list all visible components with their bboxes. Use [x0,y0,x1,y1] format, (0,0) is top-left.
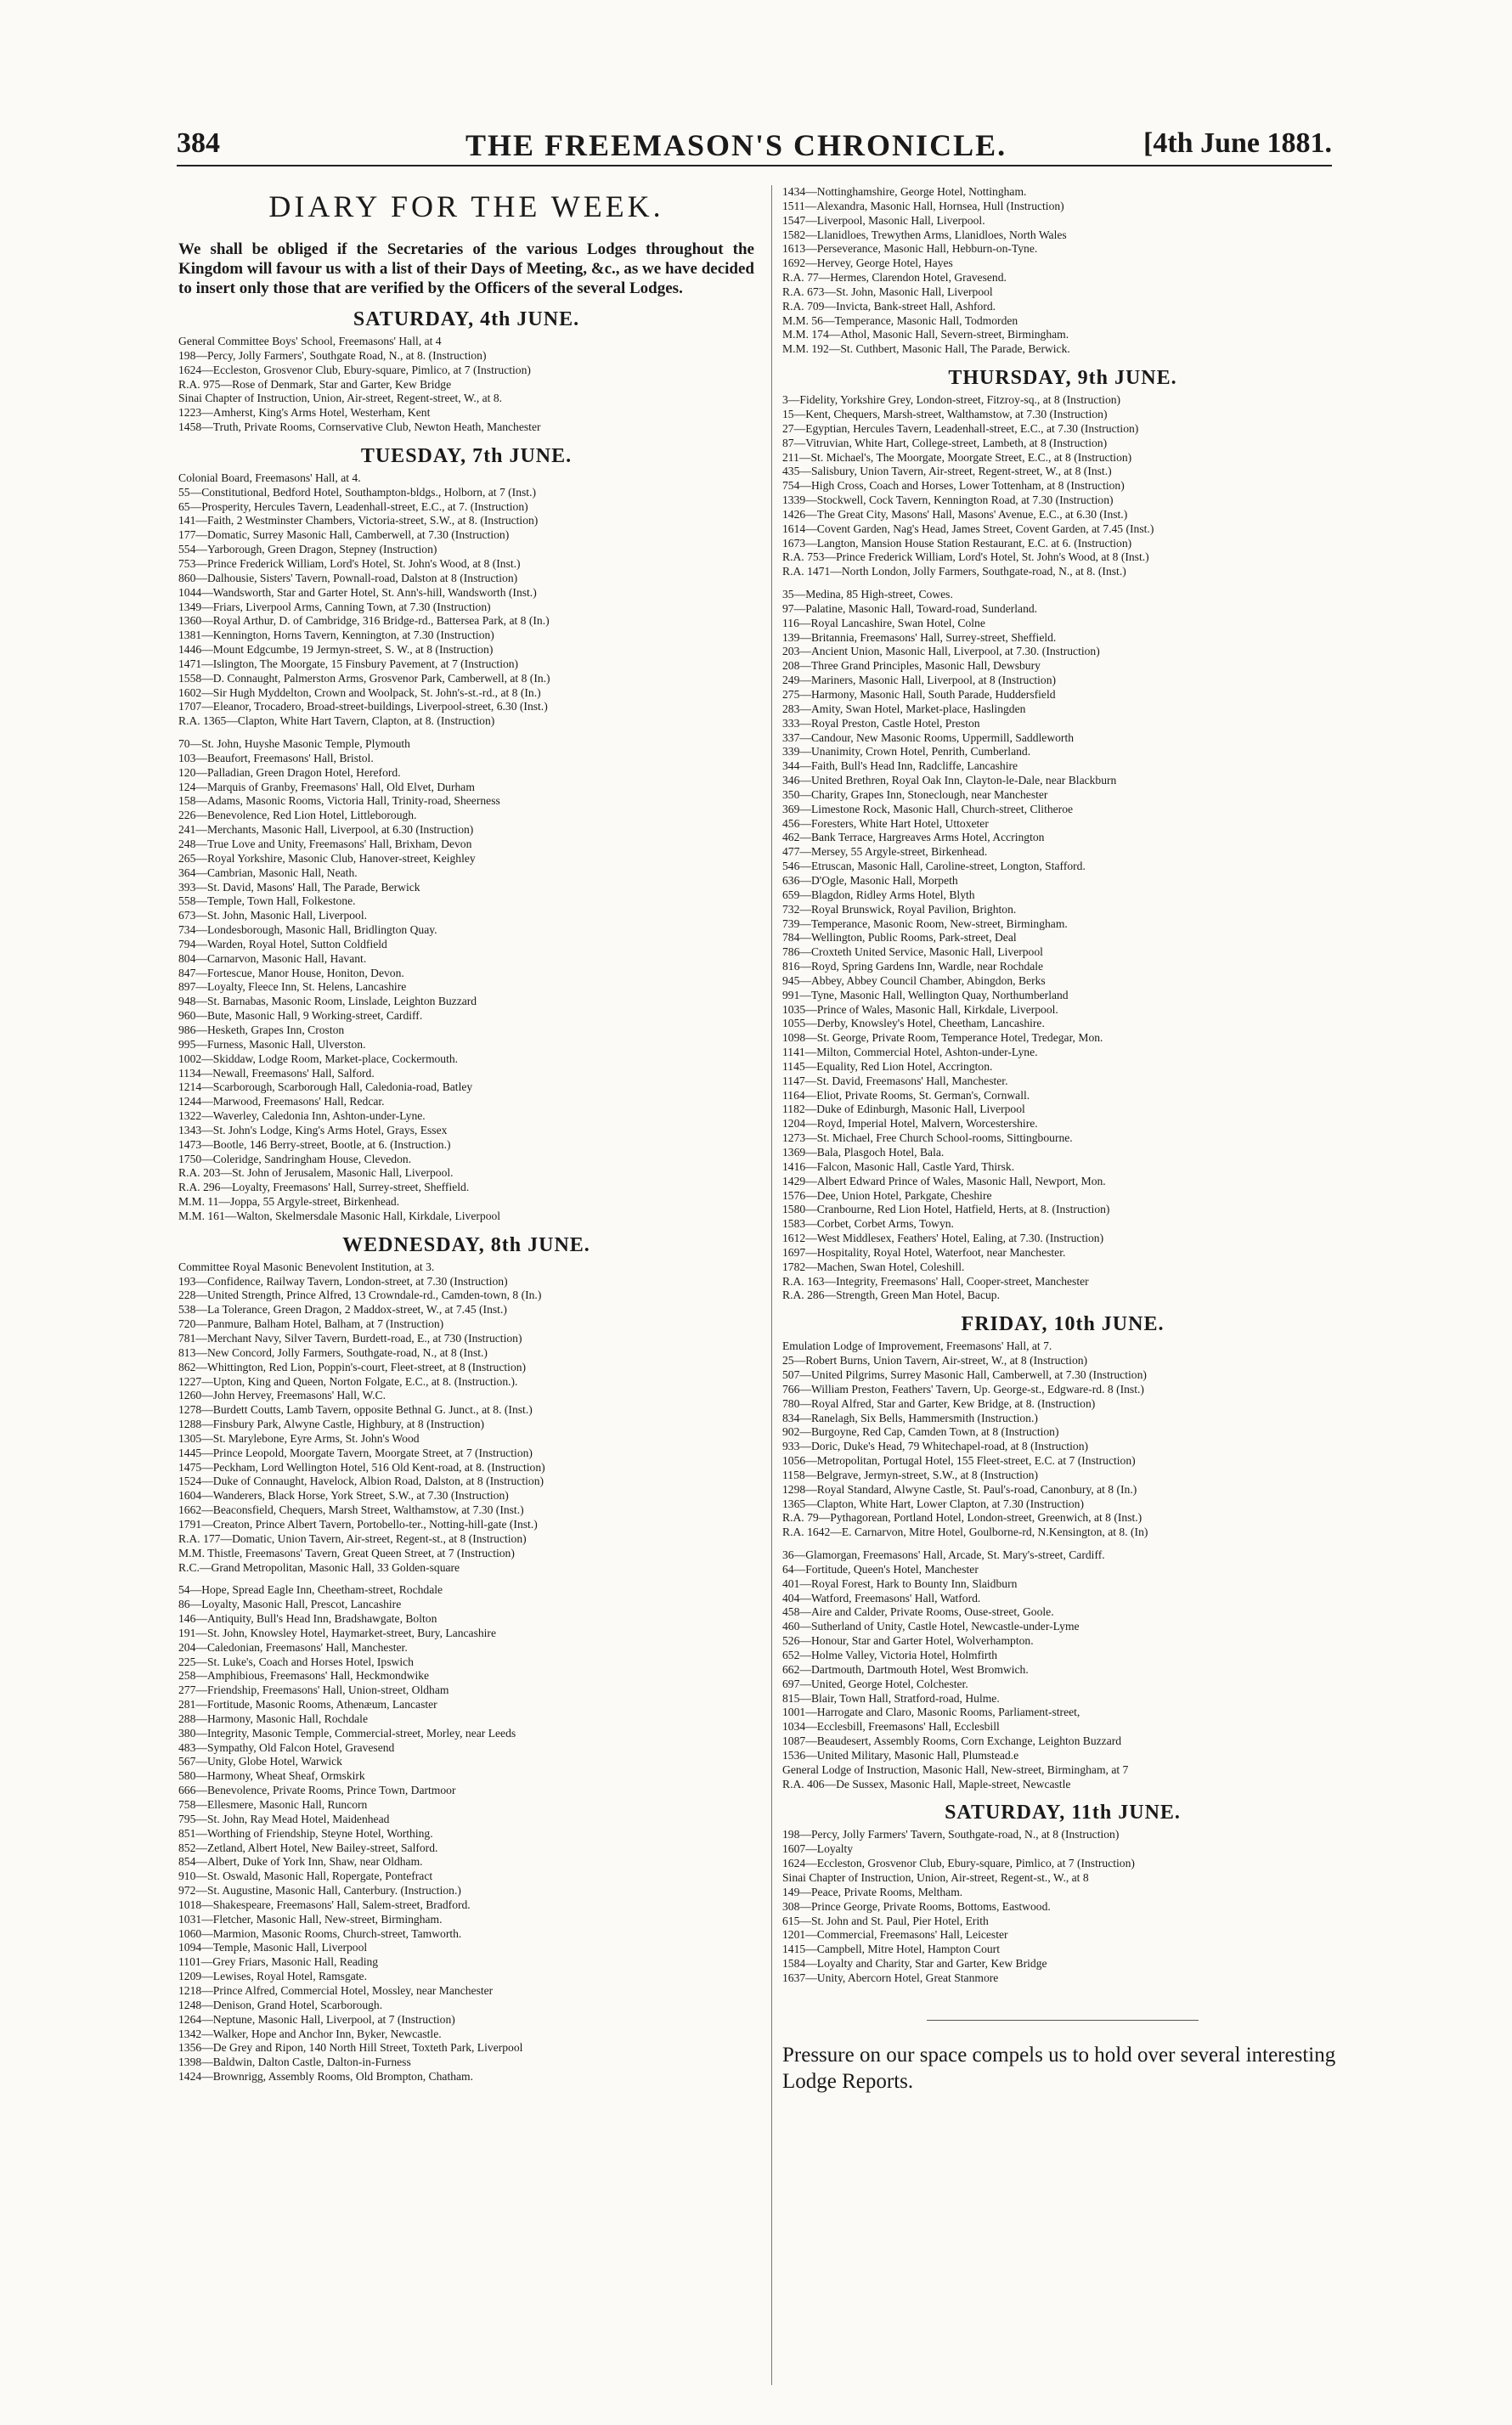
lodge-entry: 1145—Equality, Red Lion Hotel, Accrington. [782,1059,993,1073]
lodge-entry: 1158—Belgrave, Jermyn-street, S.W., at 8 (Instruction) [782,1468,1039,1481]
lodge-entry: 507—United Pilgrims, Surrey Masonic Hall, Camberwell, at 7.30 (Instruction) [782,1368,1147,1381]
lodge-entry: R.A. 1471—North London, Jolly Farmers, Southgate-road, N., at 8. (Inst.) [782,565,1126,578]
lodge-entry: 1547—Liverpool, Masonic Hall, Liverpool. [782,213,985,227]
lodge-entry: 120—Palladian, Green Dragon Hotel, Hereford. [178,765,401,779]
lodge-entry: 1204—Royd, Imperial Hotel, Malvern, Worcestershire. [782,1117,1038,1131]
lodge-entry: 1227—Upton, King and Queen, Norton Folgate, E.C., at 8. (Instruction.). [178,1374,518,1388]
lodge-entry: 1343—St. John's Lodge, King's Arms Hotel, Grays, Essex [178,1123,448,1136]
lodge-entry: 1365—Clapton, White Hart, Lower Clapton, at 7.30 (Instruction) [782,1497,1085,1510]
lodge-entry: 1415—Campbell, Mitre Hotel, Hampton Court [782,1943,1000,1956]
lodge-entry: 275—Harmony, Masonic Hall, South Parade, Huddersfield [782,688,1056,701]
lodge-entry: 15—Kent, Chequers, Marsh-street, Walthamstow, at 7.30 (Instruction) [782,407,1108,420]
lodge-entry: 177—Domatic, Surrey Masonic Hall, Camberwell, at 7.30 (Instruction) [178,528,510,542]
lodge-entry: 1434—Nottinghamshire, George Hotel, Nottingham. [782,185,1027,198]
lodge-entry: 1637—Unity, Abercorn Hotel, Great Stanmore [782,1971,999,1984]
lodge-entry: 458—Aire and Calder, Private Rooms, Ouse-street, Goole. [782,1605,1054,1619]
lodge-entry: 1612—West Middlesex, Feathers' Hotel, Ealing, at 7.30. (Instruction) [782,1232,1104,1245]
lodge-entry: 813—New Concord, Jolly Farmers, Southgate-road, N., at 8 (Inst.) [178,1345,488,1359]
lodge-entry: 393—St. David, Masons' Hall, The Parade, Berwick [178,880,420,894]
lodge-entry: 1697—Hospitality, Royal Hotel, Waterfoot, near Manchester. [782,1245,1066,1259]
lodge-entry: 3—Fidelity, Yorkshire Grey, London-street, Fitzroy-sq., at 8 (Instruction) [782,393,1121,407]
lodge-entry: 948—St. Barnabas, Masonic Room, Linslade, Leighton Buzzard [178,995,477,1008]
lodge-entry: 288—Harmony, Masonic Hall, Rochdale [178,1712,368,1725]
lodge-entry: 1429—Albert Edward Prince of Wales, Masonic Hall, Newport, Mon. [782,1174,1106,1187]
right-column [771,185,1343,2385]
lodge-entry: 103—Beaufort, Freemasons' Hall, Bristol. [178,751,374,764]
lodge-entry: 995—Furness, Masonic Hall, Ulverston. [178,1037,366,1051]
lodge-entry: 1582—Llanidloes, Trewythen Arms, Llanidloes, North Wales [782,228,1067,241]
lodge-entry: Sinai Chapter of Instruction, Union, Air-street, Regent-street, W., at 8. [178,392,503,405]
lodge-entry: 972—St. Augustine, Masonic Hall, Canterbury. (Instruction.) [178,1884,461,1898]
lodge-entry: 1031—Fletcher, Masonic Hall, New-street, Birmingham. [178,1912,443,1926]
lodge-entry: 65—Prosperity, Hercules Tavern, Leadenhall-street, E.C., at 7. (Instruction) [178,499,528,513]
lodge-entry: 1182—Duke of Edinburgh, Masonic Hall, Liverpool [782,1103,1025,1116]
lodge-entry: 248—True Love and Unity, Freemasons' Hall, Brixham, Devon [178,837,472,850]
lodge-entry: M.M. 11—Joppa, 55 Argyle-street, Birkenhead. [178,1195,400,1209]
lodge-entry: Colonial Board, Freemasons' Hall, at 4. [178,471,361,484]
lodge-entry: 149—Peace, Private Rooms, Meltham. [782,1885,963,1898]
lodge-entry: 1707—Eleanor, Trocadero, Broad-street-buildings, Liverpool-street, 6.30 (Inst.) [178,700,548,713]
lodge-entry: R.A. 77—Hermes, Clarendon Hotel, Gravesend. [782,271,1007,285]
lodge-entry: 666—Benevolence, Private Rooms, Prince Town, Dartmoor [178,1784,456,1797]
lodge-entry: 960—Bute, Masonic Hall, 9 Working-street, Cardiff. [178,1009,423,1023]
lodge-entry: 1141—Milton, Commercial Hotel, Ashton-under-Lyne. [782,1046,1038,1059]
lodge-entry: 1218—Prince Alfred, Commercial Hotel, Mossley, near Manchester [178,1983,494,1997]
lodge-entry: R.C.—Grand Metropolitan, Masonic Hall, 33 Golden-square [178,1560,460,1574]
lodge-entry: 1791—Creaton, Prince Albert Tavern, Portobello-ter., Notting-hill-gate (Inst.) [178,1517,538,1531]
lodge-entry: R.A. 1642—E. Carnarvon, Mitre Hotel, Goulborne-rd, N.Kensington, at 8. (In) [782,1525,1148,1539]
lodge-entry: 460—Sutherland of Unity, Castle Hotel, Newcastle-under-Lyme [782,1620,1080,1633]
lodge-entry: 1223—Amherst, King's Arms Hotel, Westerham, Kent [178,406,431,420]
lodge-entry: 732—Royal Brunswick, Royal Pavilion, Brighton. [782,902,1017,916]
lodge-entry: 1209—Lewises, Royal Hotel, Ramsgate. [178,1970,367,1983]
lodge-entry: 404—Watford, Freemasons' Hall, Watford. [782,1591,981,1604]
lodge-entry: 344—Faith, Bull's Head Inn, Radcliffe, Lancashire [782,759,1018,773]
group-spacer [782,1540,1343,1548]
lodge-entry: 333—Royal Preston, Castle Hotel, Preston [782,716,980,730]
newspaper-title: THE FREEMASON'S CHRONICLE. [465,128,1007,162]
lodge-entry: 477—Mersey, 55 Argyle-street, Birkenhead. [782,845,988,859]
lodge-entry: 1147—St. David, Freemasons' Hall, Manchester. [782,1074,1008,1087]
lodge-entry: 1583—Corbet, Corbet Arms, Towyn. [782,1217,954,1231]
lodge-entry: R.A. 79—Pythagorean, Portland Hotel, London-street, Greenwich, at 8 (Inst.) [782,1511,1142,1525]
lodge-entry: 70—St. John, Huyshe Masonic Temple, Plymouth [178,737,410,751]
lodge-entry: 228—United Strength, Prince Alfred, 13 Crowndale-rd., Camden-town, 8 (In.) [178,1289,542,1302]
lodge-entry: 945—Abbey, Abbey Council Chamber, Abingdon, Berks [782,973,1046,987]
lodge-entry: 1604—Wanderers, Black Horse, York Street, S.W., at 7.30 (Instruction) [178,1489,509,1503]
lodge-entry: 1087—Beaudesert, Assembly Rooms, Corn Exchange, Leighton Buzzard [782,1734,1122,1748]
lodge-entry: 1458—Truth, Private Rooms, Cornservative Club, Newton Heath, Manchester [178,420,541,434]
lodge-entry: 636—D'Ogle, Masonic Hall, Morpeth [782,873,958,887]
lodge-entry: 204—Caledonian, Freemasons' Hall, Manchester. [178,1640,408,1654]
lodge-entry: General Lodge of Instruction, Masonic Hall, New-street, Birmingham, at 7 [782,1762,1129,1776]
lodge-entry: 27—Egyptian, Hercules Tavern, Leadenhall-street, E.C., at 7.30 (Instruction) [782,421,1139,435]
lodge-entry: 1055—Derby, Knowsley's Hotel, Cheetham, Lancashire. [782,1017,1045,1030]
lodge-entry: 1524—Duke of Connaught, Havelock, Albion Road, Dalston, at 8 (Instruction) [178,1475,544,1488]
lodge-entry: 1094—Temple, Masonic Hall, Liverpool [178,1941,368,1954]
lodge-entry: 435—Salisbury, Union Tavern, Air-street, Regent-street, W., at 8 (Inst.) [782,465,1112,478]
lodge-entry: R.A. 975—Rose of Denmark, Star and Garter, Kew Bridge [178,377,452,391]
day-heading: TUESDAY, 7th JUNE. [360,444,573,467]
lodge-entry: 87—Vitruvian, White Hart, College-street, Lambeth, at 8 (Instruction) [782,436,1108,449]
page-number: 384 [177,127,220,159]
lodge-entry: 1381—Kennington, Horns Tavern, Kennington, at 7.30 (Instruction) [178,629,494,642]
lodge-entry: 986—Hesketh, Grapes Inn, Croston [178,1023,345,1036]
lodge-entry: 720—Panmure, Balham Hotel, Balham, at 7 (Instruction) [178,1317,444,1331]
lodge-entry: 1201—Commercial, Freemasons' Hall, Leicester [782,1928,1008,1942]
day-heading: WEDNESDAY, 8th JUNE. [342,1233,590,1256]
lodge-entry: 897—Loyalty, Fleece Inn, St. Helens, Lancashire [178,980,407,994]
lodge-entry: 860—Dalhousie, Sisters' Tavern, Pownall-road, Dalston at 8 (Instruction) [178,571,518,584]
lodge-entry: 851—Worthing of Friendship, Steyne Hotel, Worthing. [178,1826,433,1840]
issue-date: [4th June 1881. [1143,127,1332,159]
lodge-entry: 558—Temple, Town Hall, Folkestone. [178,894,356,908]
lodge-entry: M.M. 174—Athol, Masonic Hall, Severn-street, Birmingham. [782,328,1069,341]
lodge-entry: 1584—Loyalty and Charity, Star and Garter, Kew Bridge [782,1957,1047,1971]
lodge-entry: 54—Hope, Spread Eagle Inn, Cheetham-street, Rochdale [178,1583,443,1597]
lodge-entry: 991—Tyne, Masonic Hall, Wellington Quay, Northumberland [782,988,1069,1001]
lodge-entry: 1339—Stockwell, Cock Tavern, Kennington Road, at 7.30 (Instruction) [782,493,1114,507]
lodge-entry: 1536—United Military, Masonic Hall, Plumstead.e [782,1748,1019,1762]
lodge-entry: 1607—Loyalty [782,1842,854,1856]
group-spacer [782,579,1343,588]
lodge-entry: 1273—St. Michael, Free Church School-rooms, Sittingbourne. [782,1131,1073,1145]
lodge-entry: 208—Three Grand Principles, Masonic Hall, Dewsbury [782,659,1041,673]
lodge-entry: 364—Cambrian, Masonic Hall, Neath. [178,866,358,879]
lodge-entry: 339—Unanimity, Crown Hotel, Penrith, Cumberland. [782,745,1031,759]
day-heading: SATURDAY, 4th JUNE. [353,308,580,330]
lodge-entry: 139—Britannia, Freemasons' Hall, Surrey-street, Sheffield. [782,630,1057,644]
lodge-entry: 933—Doric, Duke's Head, 79 Whitechapel-road, at 8 (Instruction) [782,1440,1089,1453]
lodge-entry: 249—Mariners, Masonic Hall, Liverpool, at 8 (Instruction) [782,674,1057,687]
lodge-entry: 781—Merchant Navy, Silver Tavern, Burdett-road, E., at 730 (Instruction) [178,1332,522,1345]
lodge-entry: 1001—Harrogate and Claro, Masonic Rooms, Parliament-street, [782,1706,1080,1719]
lodge-entry: 1445—Prince Leopold, Moorgate Tavern, Moorgate Street, at 7 (Instruction) [178,1446,533,1459]
lodge-entry: 1613—Perseverance, Masonic Hall, Hebburn-on-Tyne. [782,242,1038,256]
lodge-entry: 55—Constitutional, Bedford Hotel, Southampton-bldgs., Holborn, at 7 (Inst.) [178,485,536,499]
lodge-entry: 146—Antiquity, Bull's Head Inn, Bradshawgate, Bolton [178,1612,437,1626]
lodge-entry: 277—Friendship, Freemasons' Hall, Union-street, Oldham [178,1683,449,1697]
lodge-entry: 902—Burgoyne, Red Cap, Camden Town, at 8 (Instruction) [782,1425,1059,1439]
lodge-entry: 1576—Dee, Union Hotel, Parkgate, Cheshire [782,1188,992,1202]
lodge-entry: 283—Amity, Swan Hotel, Market-place, Haslingden [782,702,1026,715]
day-heading: THURSDAY, 9th JUNE. [948,367,1177,390]
lodge-entry: 86—Loyalty, Masonic Hall, Prescot, Lancashire [178,1598,402,1611]
lodge-entry: 1614—Covent Garden, Nag's Head, James Street, Covent Garden, at 7.45 (Inst.) [782,522,1154,535]
lodge-entry: 191—St. John, Knowsley Hotel, Haymarket-street, Bury, Lancashire [178,1626,496,1639]
lodge-entry: 1164—Eliot, Private Rooms, St. German's, Cornwall. [782,1088,1030,1102]
lodge-entry: 380—Integrity, Masonic Temple, Commercial-street, Morley, near Leeds [178,1726,516,1740]
lodge-entry: 526—Honour, Star and Garter Hotel, Wolverhampton. [782,1634,1034,1648]
lodge-entry: 116—Royal Lancashire, Swan Hotel, Colne [782,616,985,629]
lodge-entry: 1244—Marwood, Freemasons' Hall, Redcar. [178,1095,385,1108]
lodge-entry: 369—Limestone Rock, Masonic Hall, Church-street, Clitheroe [782,802,1074,815]
lodge-entry: R.A. 203—St. John of Jerusalem, Masonic Hall, Liverpool. [178,1166,454,1180]
lodge-entry: 1692—Hervey, George Hotel, Hayes [782,257,953,270]
lodge-entry: 1056—Metropolitan, Portugal Hotel, 155 Fleet-street, E.C. at 7 (Instruction) [782,1454,1136,1468]
lodge-entry: 673—St. John, Masonic Hall, Liverpool. [178,909,368,922]
lodge-entry: 225—St. Luke's, Coach and Horses Hotel, Ipswich [178,1655,414,1668]
lodge-entry: 1446—Mount Edgcumbe, 19 Jermyn-street, S. W., at 8 (Instruction) [178,643,494,657]
lodge-entry: M.M. Thistle, Freemasons' Tavern, Great Queen Street, at 7 (Instruction) [178,1546,515,1559]
lodge-entry: M.M. 56—Temperance, Masonic Hall, Todmorden [782,313,1018,327]
lodge-entry: 1580—Cranbourne, Red Lion Hotel, Hatfield, Herts, at 8. (Instruction) [782,1203,1110,1216]
lodge-entry: 483—Sympathy, Old Falcon Hotel, Gravesend [178,1740,395,1754]
lodge-entry: 1322—Waverley, Caledonia Inn, Ashton-under-Lyne. [178,1109,426,1123]
lodge-entry: 1426—The Great City, Masons' Hall, Masons' Avenue, E.C., at 6.30 (Inst.) [782,507,1128,521]
lodge-entry: 784—Wellington, Public Rooms, Park-street, Deal [782,931,1017,945]
lodge-entry: 554—Yarborough, Green Dragon, Stepney (Instruction) [178,543,437,556]
lodge-entry: 1398—Baldwin, Dalton Castle, Dalton-in-Furness [178,2056,411,2069]
lodge-entry: 1782—Machen, Swan Hotel, Coleshill. [782,1260,965,1273]
lodge-entry: 815—Blair, Town Hall, Stratford-road, Hulme. [782,1691,1000,1705]
lodge-entry: 36—Glamorgan, Freemasons' Hall, Arcade, St. Mary's-street, Cardiff. [782,1548,1105,1562]
lodge-entry: 346—United Brethren, Royal Oak Inn, Clayton-le-Dale, near Blackburn [782,774,1117,787]
lodge-entry: 794—Warden, Royal Hotel, Sutton Coldfield [178,937,387,950]
lodge-entry: 1662—Beaconsfield, Chequers, Marsh Street, Walthamstow, at 7.30 (Inst.) [178,1503,524,1517]
lodge-entry: 241—Merchants, Masonic Hall, Liverpool, at 6.30 (Instruction) [178,823,474,837]
lodge-entry: 1558—D. Connaught, Palmerston Arms, Grosvenor Park, Camberwell, at 8 (In.) [178,671,550,685]
lodge-entry: 753—Prince Frederick William, Lord's Hotel, St. John's Wood, at 8 (Inst.) [178,556,521,570]
lodge-entry: R.A. 709—Invicta, Bank-street Hall, Ashford. [782,299,996,313]
lodge-entry: 1214—Scarborough, Scarborough Hall, Caledonia-road, Batley [178,1080,473,1094]
lodge-entry: Sinai Chapter of Instruction, Union, Air-street, Regent-st., W., at 8 [782,1870,1089,1884]
lodge-entry: 97—Palatine, Masonic Hall, Toward-road, Sunderland. [782,601,1038,615]
lodge-entry: 1002—Skiddaw, Lodge Room, Market-place, Cockermouth. [178,1052,459,1065]
lodge-entry: 308—Prince George, Private Rooms, Bottoms, Eastwood. [782,1899,1051,1913]
lodge-entry: 754—High Cross, Coach and Horses, Lower Tottenham, at 8 (Instruction) [782,479,1125,493]
lodge-entry: 615—St. John and St. Paul, Pier Hotel, Erith [782,1914,989,1927]
lodge-entry: 1264—Neptune, Masonic Hall, Liverpool, at 7 (Instruction) [178,2012,455,2026]
lodge-entry: R.A. 177—Domatic, Union Tavern, Air-street, Regent-st., at 8 (Instruction) [178,1531,527,1545]
lodge-entry: 1288—Finsbury Park, Alwyne Castle, Highbury, at 8 (Instruction) [178,1418,485,1431]
lodge-entry: 1018—Shakespeare, Freemasons' Hall, Salem-street, Bradford. [178,1898,471,1911]
lodge-entry: 124—Marquis of Granby, Freemasons' Hall, Old Elvet, Durham [178,780,475,793]
lodge-entry: 758—Ellesmere, Masonic Hall, Runcorn [178,1798,368,1811]
lodge-entry: 852—Zetland, Albert Hotel, New Bailey-street, Salford. [178,1841,438,1854]
lodge-entry: 401—Royal Forest, Hark to Bounty Inn, Slaidburn [782,1576,1018,1590]
lodge-entry: 198—Percy, Jolly Farmers', Southgate Road, N., at 8. (Instruction) [178,348,487,362]
lodge-entry: 337—Candour, New Masonic Rooms, Uppermill, Saddleworth [782,730,1075,744]
lodge-entry: 1416—Falcon, Masonic Hall, Castle Yard, Thirsk. [782,1159,1015,1173]
lodge-entry: 198—Percy, Jolly Farmers' Tavern, Southgate-road, N., at 8 (Instruction) [782,1828,1120,1841]
lodge-entry: 1278—Burdett Coutts, Lamb Tavern, opposite Bethnal G. Junct., at 8. (Inst.) [178,1403,533,1417]
lodge-entry: R.A. 296—Loyalty, Freemasons' Hall, Surrey-street, Sheffield. [178,1181,470,1194]
lodge-entry: 834—Ranelagh, Six Bells, Hammersmith (Instruction.) [782,1411,1038,1424]
lodge-entry: 1369—Bala, Plasgoch Hotel, Bala. [782,1146,945,1159]
lodge-entry: 158—Adams, Masonic Rooms, Victoria Hall, Trinity-road, Sheerness [178,794,500,808]
lodge-entry: 203—Ancient Union, Masonic Hall, Liverpool, at 7.30. (Instruction) [782,645,1100,658]
lodge-entry: 1424—Brownrigg, Assembly Rooms, Old Brompton, Chatham. [178,2070,474,2084]
lodge-entry: M.M. 161—Walton, Skelmersdale Masonic Hall, Kirkdale, Liverpool [178,1209,501,1222]
lodge-entry: 1750—Coleridge, Sandringham House, Clevedon. [178,1152,412,1165]
lodge-entry: 862—Whittington, Red Lion, Poppin's-court, Fleet-street, at 8 (Instruction) [178,1360,527,1373]
lodge-entry: R.A. 286—Strength, Green Man Hotel, Bacup. [782,1289,1000,1302]
lodge-entry: 795—St. John, Ray Mead Hotel, Maidenhead [178,1812,390,1825]
group-spacer [178,1575,754,1583]
masthead [177,127,1332,166]
day-heading: SATURDAY, 11th JUNE. [945,1802,1181,1824]
lodge-entry: 1673—Langton, Mansion House Station Restaurant, E.C. at 6. (Instruction) [782,536,1132,550]
lodge-entry: 1511—Alexandra, Masonic Hall, Hornsea, Hull (Instruction) [782,199,1064,212]
separator-rule [927,2020,1199,2021]
lodge-entry: 1473—Bootle, 146 Berry-street, Bootle, at 6. (Instruction.) [178,1137,451,1151]
lodge-entry: 281—Fortitude, Masonic Rooms, Athenæum, Lancaster [178,1698,437,1712]
lodge-entry: 1034—Ecclesbill, Freemasons' Hall, Ecclesbill [782,1720,1000,1734]
lodge-entry: 786—Croxteth United Service, Masonic Hall, Liverpool [782,945,1043,959]
lodge-entry: 456—Foresters, White Hart Hotel, Uttoxeter [782,816,989,830]
lodge-entry: 462—Bank Terrace, Hargreaves Arms Hotel, Accrington [782,831,1045,844]
lodge-entry: 847—Fortescue, Manor House, Honiton, Devon. [178,966,404,979]
lodge-entry: 1248—Denison, Grand Hotel, Scarborough. [178,1998,383,2011]
continued-listings [782,185,1343,357]
lodge-entry: 350—Charity, Grapes Inn, Stoneclough, near Manchester [782,787,1048,801]
lodge-entry: 226—Benevolence, Red Lion Hotel, Littleborough. [178,809,417,822]
lodge-entry: R.A. 406—De Sussex, Masonic Hall, Maple-street, Newcastle [782,1777,1071,1791]
lodge-entry: 910—St. Oswald, Masonic Hall, Ropergate, Pontefract [178,1870,433,1883]
lodge-entry: 1060—Marmion, Masonic Rooms, Church-street, Tamworth. [178,1926,462,1940]
lodge-entry: 35—Medina, 85 High-street, Cowes. [782,588,953,601]
lodge-entry: 1360—Royal Arthur, D. of Cambridge, 316 Bridge-rd., Battersea Park, at 8 (In.) [178,614,550,628]
lodge-entry: 580—Harmony, Wheat Sheaf, Ormskirk [178,1769,365,1783]
lodge-entry: Committee Royal Masonic Benevolent Institution, at 3. [178,1260,435,1273]
intro-paragraph: We shall be obliged if the Secretaries of the various Lodges throughout the Kingdom will favour us with a list of their Days of Meeting, &c., as we have decided to insert only those that are verified by the Officers of the several Lodges. [178,240,754,297]
lodge-entry: 64—Fortitude, Queen's Hotel, Manchester [782,1562,979,1576]
lodge-entry: 141—Faith, 2 Westminster Chambers, Victoria-street, S.W., at 8. (Instruction) [178,514,539,527]
lodge-entry: 734—Londesborough, Masonic Hall, Bridlington Quay. [178,923,437,937]
lodge-entry: 1098—St. George, Private Room, Temperance Hotel, Tredegar, Mon. [782,1031,1103,1045]
lodge-entry: 1101—Grey Friars, Masonic Hall, Reading [178,1955,379,1969]
lodge-entry: 1475—Peckham, Lord Wellington Hotel, 516 Old Kent-road, at 8. (Instruction) [178,1460,545,1474]
lodge-entry: 659—Blagdon, Ridley Arms Hotel, Blyth [782,888,975,901]
lodge-entry: 1035—Prince of Wales, Masonic Hall, Kirkdale, Liverpool. [782,1002,1058,1016]
lodge-entry: 25—Robert Burns, Union Tavern, Air-street, W., at 8 (Instruction) [782,1354,1088,1368]
day-heading: FRIDAY, 10th JUNE. [961,1313,1165,1336]
lodge-entry: R.A. 673—St. John, Masonic Hall, Liverpool [782,285,993,298]
lodge-entry: R.A. 753—Prince Frederick William, Lord's Hotel, St. John's Wood, at 8 (Inst.) [782,550,1149,564]
lodge-entry: 1305—St. Marylebone, Eyre Arms, St. John's Wood [178,1431,420,1445]
lodge-entry: 1356—De Grey and Ripon, 140 North Hill Street, Toxteth Park, Liverpool [178,2041,523,2055]
diary-heading: DIARY FOR THE WEEK. [268,189,664,223]
lodge-entry: 1624—Eccleston, Grosvenor Club, Ebury-square, Pimlico, at 7 (Instruction) [178,363,531,376]
left-column [178,185,754,2385]
lodge-entry: 265—Royal Yorkshire, Masonic Club, Hanover-street, Keighley [178,851,476,865]
lodge-entry: 1471—Islington, The Moorgate, 15 Finsbury Pavement, at 7 (Instruction) [178,657,519,670]
lodge-entry: 780—Royal Alfred, Star and Garter, Kew Bridge, at 8. (Instruction) [782,1396,1096,1410]
lodge-entry: 1602—Sir Hugh Myddelton, Crown and Woolpack, St. John's-st.-rd., at 8 (In.) [178,685,541,699]
lodge-entry: 1044—Wandsworth, Star and Garter Hotel, St. Ann's-hill, Wandsworth (Inst.) [178,585,537,599]
lodge-entry: 211—St. Michael's, The Moorgate, Moorgate Street, E.C., at 8 (Instruction) [782,450,1132,464]
lodge-entry: 697—United, George Hotel, Colchester. [782,1677,968,1690]
closing-note: Pressure on our space compels us to hold over several interesting Lodge Reports. [782,2043,1336,2093]
lodge-entry: 652—Holme Valley, Victoria Hotel, Holmfirth [782,1649,998,1661]
lodge-entry: 804—Carnarvon, Masonic Hall, Havant. [178,951,367,965]
lodge-entry: 1260—John Hervey, Freemasons' Hall, W.C. [178,1389,386,1402]
lodge-entry: 193—Confidence, Railway Tavern, London-street, at 7.30 (Instruction) [178,1274,508,1288]
lodge-entry: 1624—Eccleston, Grosvenor Club, Ebury-square, Pimlico, at 7 (Instruction) [782,1857,1135,1870]
group-spacer [178,729,754,737]
lodge-entry: 766—William Preston, Feathers' Tavern, Up. George-st., Edgware-rd. 8 (Inst.) [782,1382,1144,1396]
lodge-entry: 1134—Newall, Freemasons' Hall, Salford. [178,1066,375,1080]
lodge-entry: 816—Royd, Spring Gardens Inn, Wardle, near Rochdale [782,960,1044,973]
lodge-entry: 1349—Friars, Liverpool Arms, Canning Town, at 7.30 (Instruction) [178,600,491,613]
lodge-entry: 258—Amphibious, Freemasons' Hall, Heckmondwike [178,1669,430,1683]
lodge-entry: M.M. 192—St. Cuthbert, Masonic Hall, The Parade, Berwick. [782,342,1070,356]
lodge-entry: 546—Etruscan, Masonic Hall, Caroline-street, Longton, Stafford. [782,860,1086,873]
lodge-entry: 662—Dartmouth, Dartmouth Hotel, West Bromwich. [782,1662,1029,1676]
lodge-entry: 538—La Tolerance, Green Dragon, 2 Maddox-street, W., at 7.45 (Inst.) [178,1303,507,1317]
lodge-entry: R.A. 163—Integrity, Freemasons' Hall, Cooper-street, Manchester [782,1274,1089,1288]
lodge-entry: 739—Temperance, Masonic Room, New-street, Birmingham. [782,916,1068,930]
lodge-entry: 1342—Walker, Hope and Anchor Inn, Byker, Newcastle. [178,2027,442,2040]
lodge-entry: 1298—Royal Standard, Alwyne Castle, St. Paul's-road, Canonbury, at 8 (In.) [782,1482,1137,1496]
lodge-entry: R.A. 1365—Clapton, White Hart Tavern, Clapton, at 8. (Instruction) [178,714,495,728]
lodge-entry: Emulation Lodge of Improvement, Freemasons' Hall, at 7. [782,1339,1052,1353]
lodge-entry: 854—Albert, Duke of York Inn, Shaw, near Oldham. [178,1855,423,1869]
lodge-entry: 567—Unity, Globe Hotel, Warwick [178,1755,342,1768]
lodge-entry: General Committee Boys' School, Freemasons' Hall, at 4 [178,335,442,347]
